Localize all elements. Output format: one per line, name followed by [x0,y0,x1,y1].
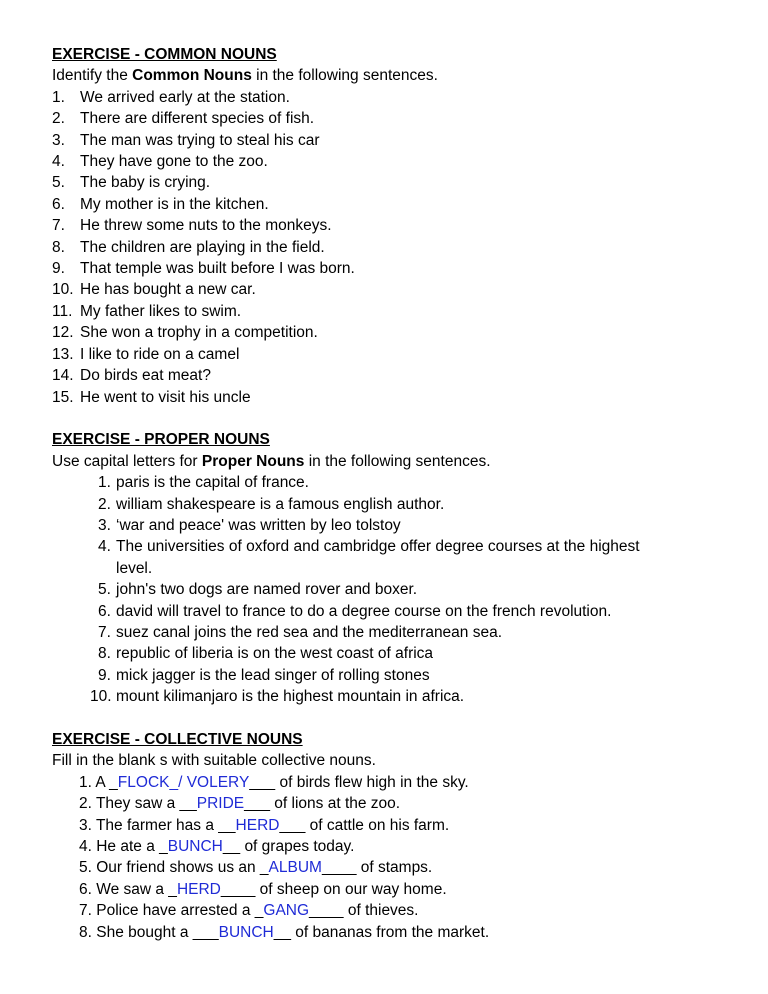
item-text: My mother is in the kitchen. [80,195,269,213]
item-text: republic of liberia is on the west coast of africa [116,645,434,663]
collective-list [52,772,732,943]
item-text: 4. He ate a _ [79,838,168,855]
instr-text: in the following sentences. [304,452,491,470]
item-text: That temple was built before I was born. [80,260,355,278]
item-number: 13. [52,345,74,363]
list-item [52,836,732,857]
common-nouns-section [52,44,732,408]
item-text: david will travel to france to do a degree course on the french revolution. [116,602,612,620]
list-item [52,279,732,300]
collective-nouns-section [52,729,732,943]
item-text: ____ of sheep on our way home. [220,880,447,898]
item-text: We arrived early at the station. [80,88,290,106]
item-text: My father likes to swim. [80,302,242,320]
list-item [52,344,732,365]
proper-nouns-section [52,429,732,707]
list-item [52,622,732,643]
item-text: He has bought a new car. [80,281,256,299]
item-number: 4. [52,153,65,171]
item-number: 7. [98,623,111,641]
list-item [52,643,732,664]
list-item [52,87,732,108]
list-item [52,665,732,686]
list-item [52,108,732,129]
item-number: 2. [98,495,111,513]
section-instructions [52,65,732,86]
item-text: ___ of birds flew high in the sky. [249,773,469,791]
item-text: 5. Our friend shows us an _ [79,859,269,877]
item-text: They have gone to the zoo. [80,153,268,171]
item-text: __ of grapes today. [222,838,355,855]
section-instructions [52,451,732,472]
item-text: The universities of oxford and cambridge offer degree courses at the highest [116,538,640,556]
item-text: 6. We saw a _ [79,880,177,898]
item-number: 1. [52,88,65,106]
item-text: mount kilimanjaro is the highest mountain in africa. [116,688,465,706]
list-item [52,515,732,536]
item-number: 10. [52,281,74,299]
list-item [52,922,732,943]
item-number: 15. [52,388,74,406]
list-item [52,130,732,151]
item-text: suez canal joins the red sea and the mediterranean sea. [116,623,503,641]
instr-text: Identify the [52,67,133,85]
list-item [52,900,732,921]
item-text: He went to visit his uncle [80,388,251,406]
answer-text: BUNCH [218,923,274,941]
list-item [52,536,732,557]
item-text: 1. A _ [79,773,118,791]
item-number: 3. [98,516,111,534]
item-text: mick jagger is the lead singer of rolling stones [116,666,430,684]
item-text: Do birds eat meat? [80,367,211,385]
list-item-continuation: level. [116,559,153,577]
list-item [52,365,732,386]
answer-text: GANG [263,902,310,920]
item-text: ___ of cattle on his farm. [279,816,450,834]
instr-text: Use capital letters for [52,452,202,470]
item-number: 6. [52,195,65,213]
item-text: william shakespeare is a famous english author. [116,495,445,513]
list-item [52,601,732,622]
list-item [52,194,732,215]
answer-text: BUNCH [167,838,223,855]
item-number: 9. [52,260,65,278]
list-item [52,151,732,172]
list-item [52,215,732,236]
item-number: 14. [52,367,74,385]
section-instructions: Fill in the blank s with suitable collective nouns. [52,752,376,770]
item-text: ‘war and peace' was written by leo tolstoy [116,516,401,534]
item-text: ____ of thieves. [309,902,419,920]
list-item [52,237,732,258]
answer-text: FLOCK_/ VOLERY [117,773,250,791]
answer-text: HERD [235,816,280,834]
item-text: He threw some nuts to the monkeys. [80,217,332,235]
item-number: 5. [52,174,65,192]
list-item [52,172,732,193]
list-item [52,879,732,900]
item-text: paris is the capital of france. [116,474,309,492]
item-text: ___ of lions at the zoo. [244,795,401,813]
item-number: 11. [52,302,73,320]
item-number: 12. [52,324,74,342]
list-item [52,472,732,493]
item-number: 4. [98,538,111,556]
item-number: 6. [98,602,111,620]
item-number: 3. [52,131,65,149]
item-text: The children are playing in the field. [80,238,325,256]
list-item [52,686,732,707]
item-number: 8. [52,238,65,256]
item-text: The man was trying to steal his car [80,131,320,149]
list-item [52,301,732,322]
item-text: 7. Police have arrested a _ [79,902,264,920]
list-item [52,494,732,515]
proper-list [52,472,732,707]
answer-text: ALBUM [268,859,322,877]
instr-text: in the following sentences. [251,67,438,85]
item-text: ____ of stamps. [321,859,433,877]
item-number: 10. [90,688,112,706]
instr-bold: Proper Nouns [201,452,305,470]
item-text: 2. They saw a __ [79,795,197,813]
item-text: john's two dogs are named rover and boxer. [116,581,418,599]
list-item [52,857,732,878]
list-item [52,579,732,600]
item-text: I like to ride on a camel [80,345,240,363]
list-item [52,772,732,793]
item-number: 1. [98,474,111,492]
list-item [52,322,732,343]
instr-bold: Common Nouns [132,67,252,85]
worksheet [52,44,732,964]
item-number: 5. [98,581,111,599]
item-text: She won a trophy in a competition. [80,324,318,342]
answer-text: PRIDE [196,795,245,813]
list-item [52,815,732,836]
section-title: EXERCISE - PROPER NOUNS [52,431,270,449]
item-number: 2. [52,110,65,128]
list-item [52,793,732,814]
item-text: 8. She bought a ___ [79,923,219,941]
item-text: The baby is crying. [80,174,211,192]
item-number: 7. [52,217,65,235]
section-title: EXERCISE - COMMON NOUNS [52,46,277,63]
item-number: 8. [98,645,111,663]
list-item [52,258,732,279]
item-text: There are different species of fish. [80,110,315,128]
item-number: 9. [98,666,111,684]
common-list [52,87,732,408]
answer-text: HERD [176,880,221,898]
list-item [52,387,732,408]
section-title: EXERCISE - COLLECTIVE NOUNS [52,730,303,748]
item-text: 3. The farmer has a __ [79,816,236,834]
item-text: __ of bananas from the market. [273,923,490,941]
